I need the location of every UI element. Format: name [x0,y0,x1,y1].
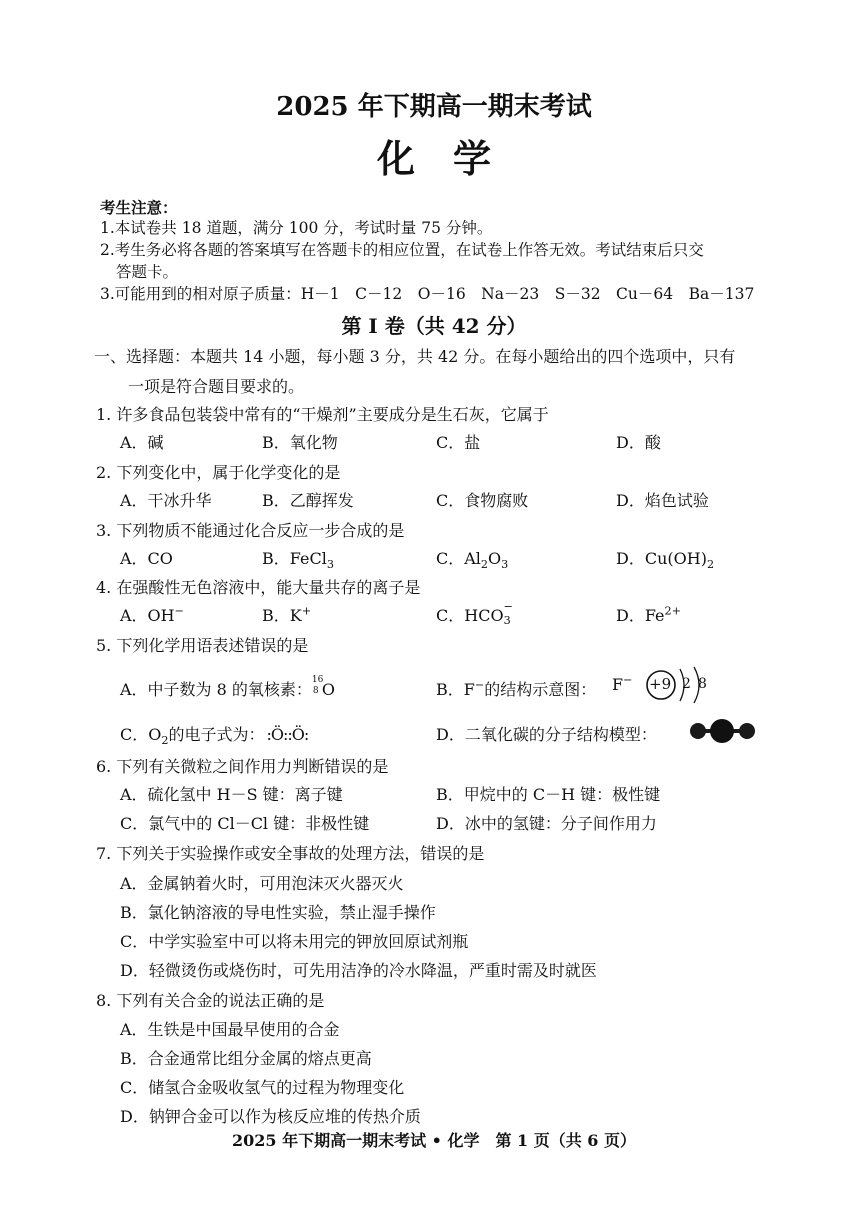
exam-title: 2025 年下期高一期末考试 [276,92,592,122]
q5-option-b [436,677,596,700]
q6-option-c: C．氯气中的 Cl－Cl 键：非极性键 [120,814,370,833]
co2-molecule-model-icon [686,716,758,746]
q1-option-c: C．盐 [436,433,481,452]
subject-title: 化 学 [376,136,491,181]
q4-option-c [436,600,513,627]
q6-option-a: A．硫化氢中 H－S 键：离子键 [120,785,343,804]
diagram-ion-letter: F [612,675,624,694]
q5-a-nuclide-numbers [311,675,324,696]
q4-c-subsup: − 3 [503,600,513,627]
part1-instruction-1: 一、选择题：本题共 14 小题，每小题 3 分，共 42 分。在每小题给出的四个选项中，只有 [94,347,736,366]
q1-option-a: A．碱 [120,433,164,452]
notice-item-2-cont: 答题卡。 [116,263,179,281]
oxygen-atom-right [739,723,755,739]
q1-option-b: B．氧化物 [262,433,338,452]
q2-option-a: A．干冰升华 [120,491,212,510]
q5-b-sup: − [474,678,485,692]
q3-option-a: A．CO [120,549,173,568]
diagram-ion-charge: − [623,673,633,687]
page-footer: 2025 年下期高一期末考试 • 化学 第 1 页（共 6 页） [231,1131,637,1150]
q3-option-b [262,546,334,572]
notice-heading: 考生注意： [100,198,178,217]
q8-option-d: D．钠钾合金可以作为核反应堆的传热介质 [120,1107,421,1126]
notice-item-1: 1.本试卷共 18 道题，满分 100 分，考试时量 75 分钟。 [100,219,493,237]
question-2-stem: 2. 下列变化中，属于化学变化的是 [96,463,341,482]
question-7-stem: 7. 下列关于实验操作或安全事故的处理方法，错误的是 [96,844,485,863]
question-8-stem: 8. 下列有关合金的说法正确的是 [96,991,325,1010]
diagram-shell-1-count: 2 [682,676,691,692]
q5-option-a [120,677,335,700]
q3-b-text: B．FeCl [262,549,327,568]
part1-title: 第 I 卷（共 42 分） [341,314,527,338]
diagram-nucleus-charge: +9 [649,675,672,693]
q4-b-sup: + [301,604,312,618]
question-6-stem: 6. 下列有关微粒之间作用力判断错误的是 [96,757,389,776]
question-1-stem: 1. 许多食品包装袋中常有的“干燥剂”主要成分是生石灰，它属于 [96,405,549,424]
q5-a-mass-number: 16 [311,675,324,685]
q6-option-b: B．甲烷中的 C－H 键：极性键 [436,785,661,804]
part1-instruction-2: 一项是符合题目要求的。 [128,377,305,396]
q5-a-symbol: O [321,680,336,699]
question-5-stem: 5. 下列化学用语表述错误的是 [96,636,309,655]
q5-c-text: C．O [120,725,162,744]
q5-c-sub: 2 [161,734,169,748]
q3-b-sub: 3 [326,558,334,572]
q5-c-electron-formula: :Ö::Ö: [266,725,309,744]
q5-option-c [120,722,309,748]
notice-item-3: 3.可能用到的相对原子质量：H－1 C－12 O－16 Na－23 S－32 Cu－64 Ba－137 [100,285,755,303]
question-4-stem: 4. 在强酸性无色溶液中，能大量共存的离子是 [96,578,421,597]
q4-d-text: D．Fe [616,606,665,625]
q5-option-d [436,722,657,745]
q3-option-c [436,546,509,572]
q4-a-sup: − [174,604,185,618]
q6-option-d: D．冰中的氢键：分子间作用力 [436,814,657,833]
q3-d-text: D．Cu(OH) [616,549,707,568]
q5-a-text: A．中子数为 8 的氧核素： [120,680,312,699]
q2-option-b: B．乙醇挥发 [262,491,354,510]
q5-b-text: B．F [436,680,475,699]
q7-option-a: A．金属钠着火时，可用泡沫灭火器灭火 [120,874,404,893]
q3-option-d [616,546,715,572]
carbon-atom [710,719,734,743]
q5-d-text: D．二氧化碳的分子结构模型： [436,725,657,744]
q8-option-a: A．生铁是中国最早使用的合金 [120,1020,340,1039]
q3-d-sub: 2 [706,558,715,572]
q7-option-c: C．中学实验室中可以将未用完的钾放回原试剂瓶 [120,932,469,951]
q5-c-rest: 的电子式为： [168,725,265,744]
q5-a-atomic-number: 8 [312,686,319,696]
q4-c-text: C．HCO [436,606,504,625]
q3-c-text: C．Al [436,549,481,568]
fluoride-structure-diagram [612,663,722,707]
q3-c-o: O [488,549,502,568]
q4-d-sup: 2+ [664,604,682,618]
question-3-stem: 3. 下列物质不能通过化合反应一步合成的是 [96,521,405,540]
q7-option-d: D．轻微烫伤或烧伤时，可先用洁净的冷水降温，严重时需及时就医 [120,961,597,980]
q3-c-sub-o: 3 [501,558,509,572]
q4-option-b [262,603,311,626]
q5-b-rest: 的结构示意图： [484,680,597,699]
q3-c-sub-al: 2 [480,558,489,572]
q7-option-b: B．氯化钠溶液的导电性实验，禁止湿手操作 [120,903,436,922]
q1-option-d: D．酸 [616,433,661,452]
q8-option-c: C．储氢合金吸收氢气的过程为物理变化 [120,1078,405,1097]
q8-option-b: B．合金通常比组分金属的熔点更高 [120,1049,372,1068]
q4-b-text: B．K [262,606,302,625]
q2-option-d: D．焰色试验 [616,491,709,510]
q4-option-a [120,603,184,626]
q4-option-d [616,603,681,626]
q4-a-text: A．OH [120,606,175,625]
diagram-shell-2-count: 8 [698,676,707,692]
q2-option-c: C．食物腐败 [436,491,529,510]
notice-item-2: 2.考生务必将各题的答案填写在答题卡的相应位置，在试卷上作答无效。考试结束后只交 [100,241,704,259]
